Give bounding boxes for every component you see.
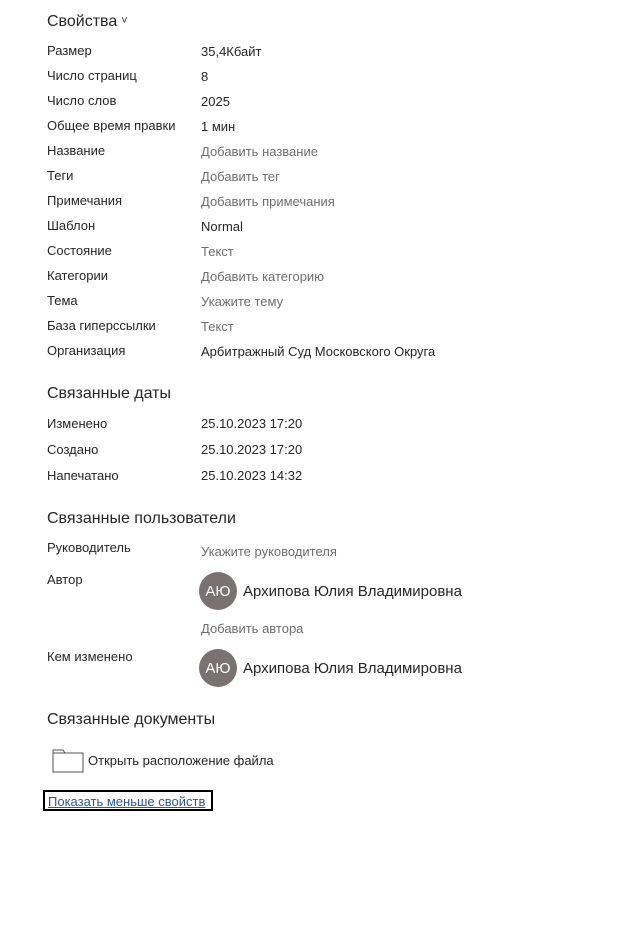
- properties-title: Свойства: [47, 13, 118, 30]
- date-label: Создано: [47, 442, 99, 457]
- property-label: Шаблон: [47, 218, 96, 233]
- property-label: Организация: [47, 343, 126, 358]
- date-value: 25.10.2023 17:20: [201, 442, 303, 457]
- property-label: Общее время правки: [47, 118, 176, 133]
- properties-header[interactable]: [47, 13, 128, 31]
- related-dates-title: Связанные даты: [47, 385, 171, 402]
- related-documents-title: Связанные документы: [47, 711, 216, 728]
- author-avatar[interactable]: АЮ: [199, 572, 237, 610]
- property-label: Размер: [47, 43, 92, 58]
- date-label: Напечатано: [47, 468, 119, 483]
- author-name[interactable]: Архипова Юлия Владимировна: [243, 583, 462, 600]
- modified-by-avatar[interactable]: АЮ: [199, 649, 237, 687]
- date-value: 25.10.2023 14:32: [201, 468, 303, 483]
- add-author-link[interactable]: Добавить автора: [201, 621, 304, 636]
- property-label: База гиперссылки: [47, 318, 156, 333]
- title-input[interactable]: Добавить название: [201, 144, 318, 159]
- property-label: Теги: [47, 168, 74, 183]
- show-fewer-properties-link[interactable]: Показать меньше свойств: [43, 790, 213, 811]
- related-people-title: Связанные пользователи: [47, 510, 236, 527]
- date-label: Изменено: [47, 416, 108, 431]
- date-value: 25.10.2023 17:20: [201, 416, 303, 431]
- modified-by-label: Кем изменено: [47, 649, 133, 664]
- comments-input[interactable]: Добавить примечания: [201, 194, 335, 209]
- property-value: 2025: [201, 94, 230, 109]
- chevron-down-icon: ˅: [121, 15, 128, 27]
- property-label: Примечания: [47, 193, 123, 208]
- property-label: Состояние: [47, 243, 112, 258]
- property-label: Тема: [47, 293, 78, 308]
- tags-input[interactable]: Добавить тег: [201, 169, 280, 184]
- property-label: Категории: [47, 268, 108, 283]
- company-input[interactable]: Арбитражный Суд Московского Округа: [201, 344, 436, 359]
- author-label: Автор: [47, 572, 83, 587]
- manager-label: Руководитель: [47, 540, 131, 555]
- modified-by-name[interactable]: Архипова Юлия Владимировна: [243, 660, 462, 677]
- folder-icon: [52, 747, 84, 773]
- property-value: 8: [201, 69, 209, 84]
- open-file-location-label: Открыть расположение файла: [88, 753, 274, 768]
- property-value: 1 мин: [201, 119, 236, 134]
- property-value: Normal: [201, 219, 243, 234]
- property-value: 35,4Кбайт: [201, 44, 262, 59]
- property-label: Название: [47, 143, 106, 158]
- property-label: Число слов: [47, 93, 117, 108]
- manager-input[interactable]: Укажите руководителя: [201, 544, 337, 559]
- categories-input[interactable]: Добавить категорию: [201, 269, 324, 284]
- status-input[interactable]: Текст: [201, 244, 234, 259]
- subject-input[interactable]: Укажите тему: [201, 294, 284, 309]
- property-label: Число страниц: [47, 68, 137, 83]
- hyperlink-base-input[interactable]: Текст: [201, 319, 234, 334]
